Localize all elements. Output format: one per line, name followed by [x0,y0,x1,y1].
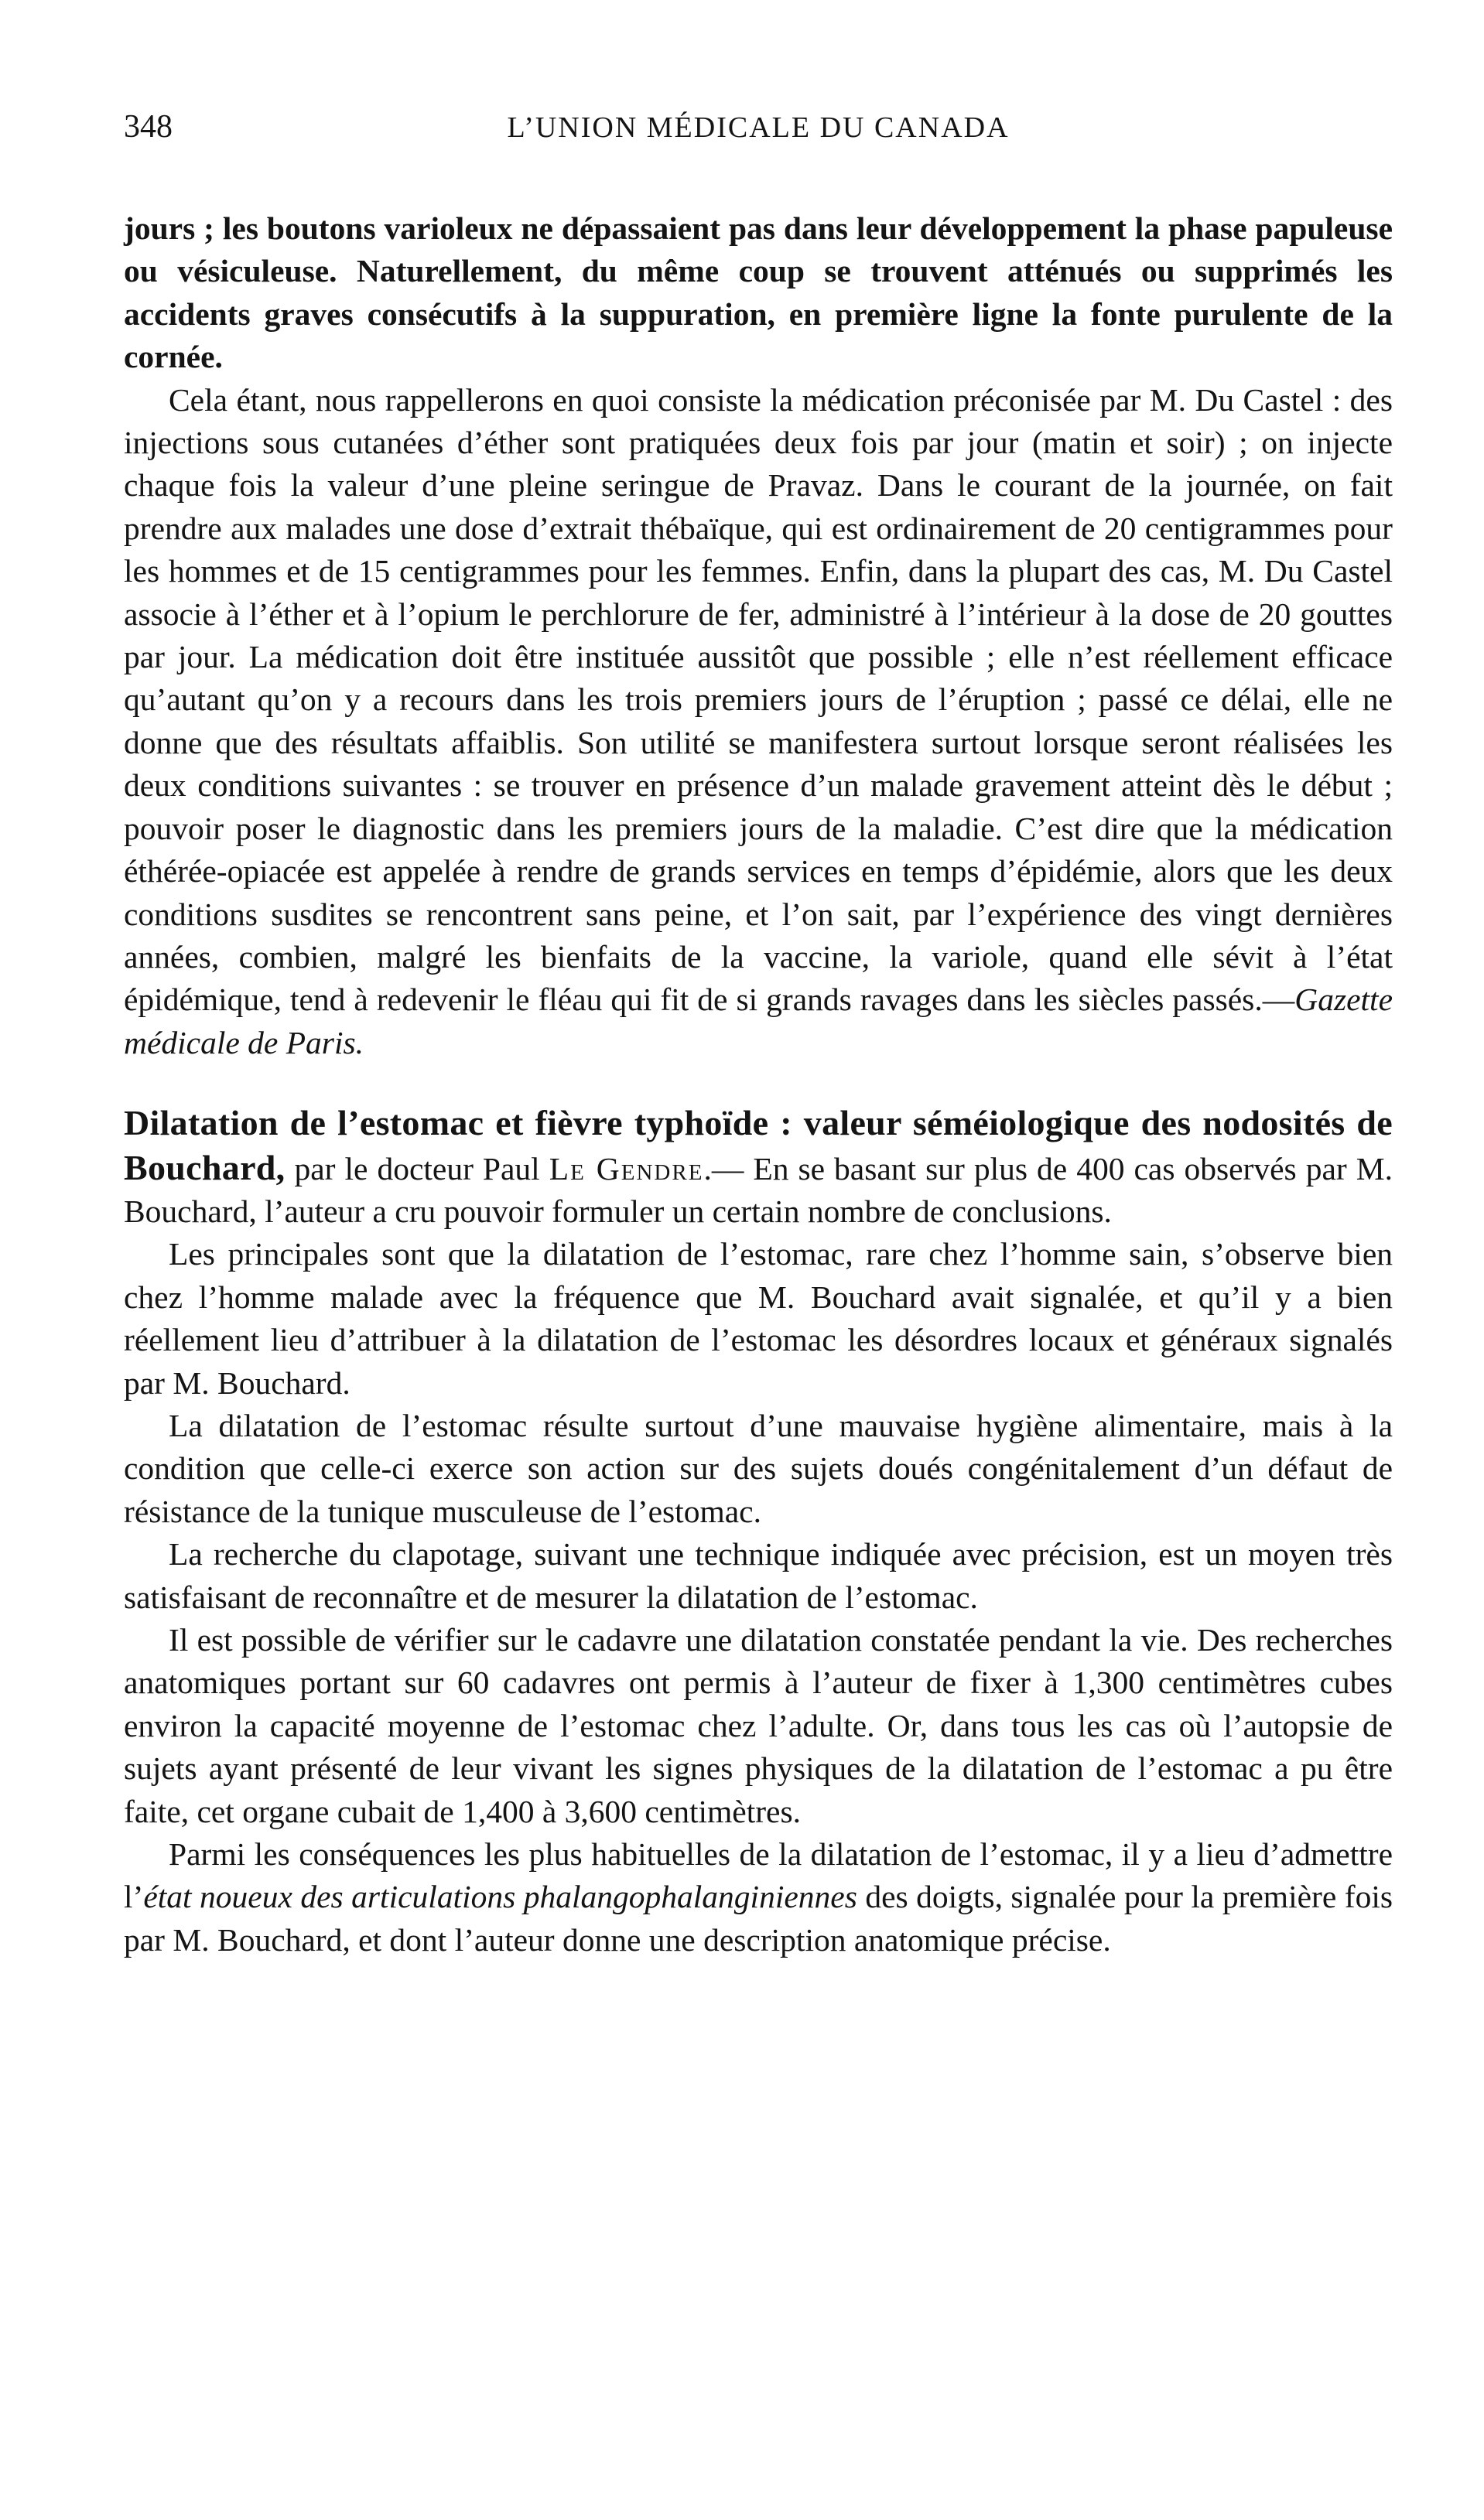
paragraph-consequences-start: Parmi les conséquences les plus habituelles de la dilatation de l’estomac, il y a lieu d’admettre l’ [124,1836,1393,1915]
running-title: L’UNION MÉDICALE DU CANADA [507,111,1010,144]
paragraph-continuation: jours ; les boutons varioleux ne dépassaient pas dans leur développement la phase papuleuse ou vésiculeuse. Naturellement, du même coup se trouvent atténués ou supprimés les accidents graves consécutifs à la suppuration, en première ligne la fonte purulente de la cornée. [124,210,1393,375]
paragraph-hygiene: La dilatation de l’estomac résulte surtout d’une mauvaise hygiène alimentaire, mais à la condition que celle-ci exerce son action sur des sujets doués congénitalement d’un défaut de résistance de la tunique musculeuse de l’estomac. [124,1407,1393,1529]
source-citation: Gazette médicale de Paris. [124,982,1393,1060]
paragraph-clapotage: La recherche du clapotage, suivant une technique indiquée avec précision, est un moyen très satisfaisant de reconnaître et de mesurer la dilatation de l’estomac. [124,1536,1393,1615]
page-number: 348 [124,109,173,145]
paragraph-medication [124,379,1393,1065]
section-spacer [124,1064,1393,1101]
section-author: Le Gendre [549,1150,704,1187]
paragraph-medication-text: Cela étant, nous rappellerons en quoi consiste la médication préconisée par M. Du Castel : des injections sous cutanées d’éther sont pratiquées deux fois par jour (matin et soir) ; on injecte chaque fois la valeur d’une pleine seringue de Pravaz. Dans le courant de la journée, on fait prendre aux malades une dose d’extrait thébaïque, qui est ordinairement de 20 centigrammes pour les hommes et de 15 centigrammes pour les femmes. Enfin, dans la plupart des cas, M. Du Castel associe à l’éther et à l’opium le perchlorure de fer, administré à l’intérieur à la dose de 20 gouttes par jour. La médication doit être instituée aussitôt que possible ; elle n’est réellement efficace qu’autant qu’on y a recours dans les trois premiers jours de l’éruption ; passé ce délai, elle ne donne que des résultats affaiblis. Son utilité se manifestera surtout lorsque seront réalisées les deux conditions suivantes : se trouver en présence d’un malade gravement atteint dès le début ; pouvoir poser le diagnostic dans les premiers jours de la maladie. C’est dire que la médication éthérée-opiacée est appelée à rendre de grands services en temps d’épidémie, alors que les deux conditions susdites se rencontrent sans peine, et l’on sait, par l’expérience des vingt dernières années, combien, malgré les bienfaits de la vaccine, la variole, quand elle sévit à l’état épidémique, tend à redevenir le fléau qui fit de si grands ravages dans les siècles passés.— [124,381,1393,1018]
italic-term: état noueux des articulations phalangophalanginiennes [143,1879,857,1915]
document-page [124,108,1393,1962]
section-title: Dilatation de l’estomac et fièvre typhoïde : valeur séméiologique des nodosités de Bouchard, [124,1103,1393,1187]
paragraph-consequences [124,1833,1393,1962]
paragraph-cadavre: Il est possible de vérifier sur le cadavre une dilatation constatée pendant la vie. Des recherches anatomiques portant sur 60 cadavres ont permis à l’auteur de fixer à 1,300 centimètres cubes environ la capacité moyenne de l’estomac chez l’adulte. Or, dans tous les cas où l’autopsie de sujets ayant présenté de leur vivant les signes physiques de la dilatation de l’estomac a pu être faite, cet organe cubait de 1,400 à 3,600 centimètres. [124,1622,1393,1829]
paragraph-intro: En se basant sur plus de 400 cas observés par M. Bouchard, l’auteur a cru pouvoir formuler un certain nombre de conclusions. [124,1150,1393,1229]
page-header [124,108,1393,162]
paragraph-consequences-end: des doigts, signalée pour la première fois par M. Bouchard, et dont l’auteur donne une description anatomique précise. [124,1879,1393,1958]
section-dash: .— [703,1150,744,1187]
section-byline: par le docteur Paul [285,1150,549,1187]
paragraph-principales: Les principales sont que la dilatation de l’estomac, rare chez l’homme sain, s’observe bien chez l’homme malade avec la fréquence que M. Bouchard avait signalée, et qu’il y a bien réellement lieu d’attribuer à la dilatation de l’estomac les désordres locaux et généraux signalés par M. Bouchard. [124,1236,1393,1401]
section-heading-paragraph [124,1101,1393,1233]
